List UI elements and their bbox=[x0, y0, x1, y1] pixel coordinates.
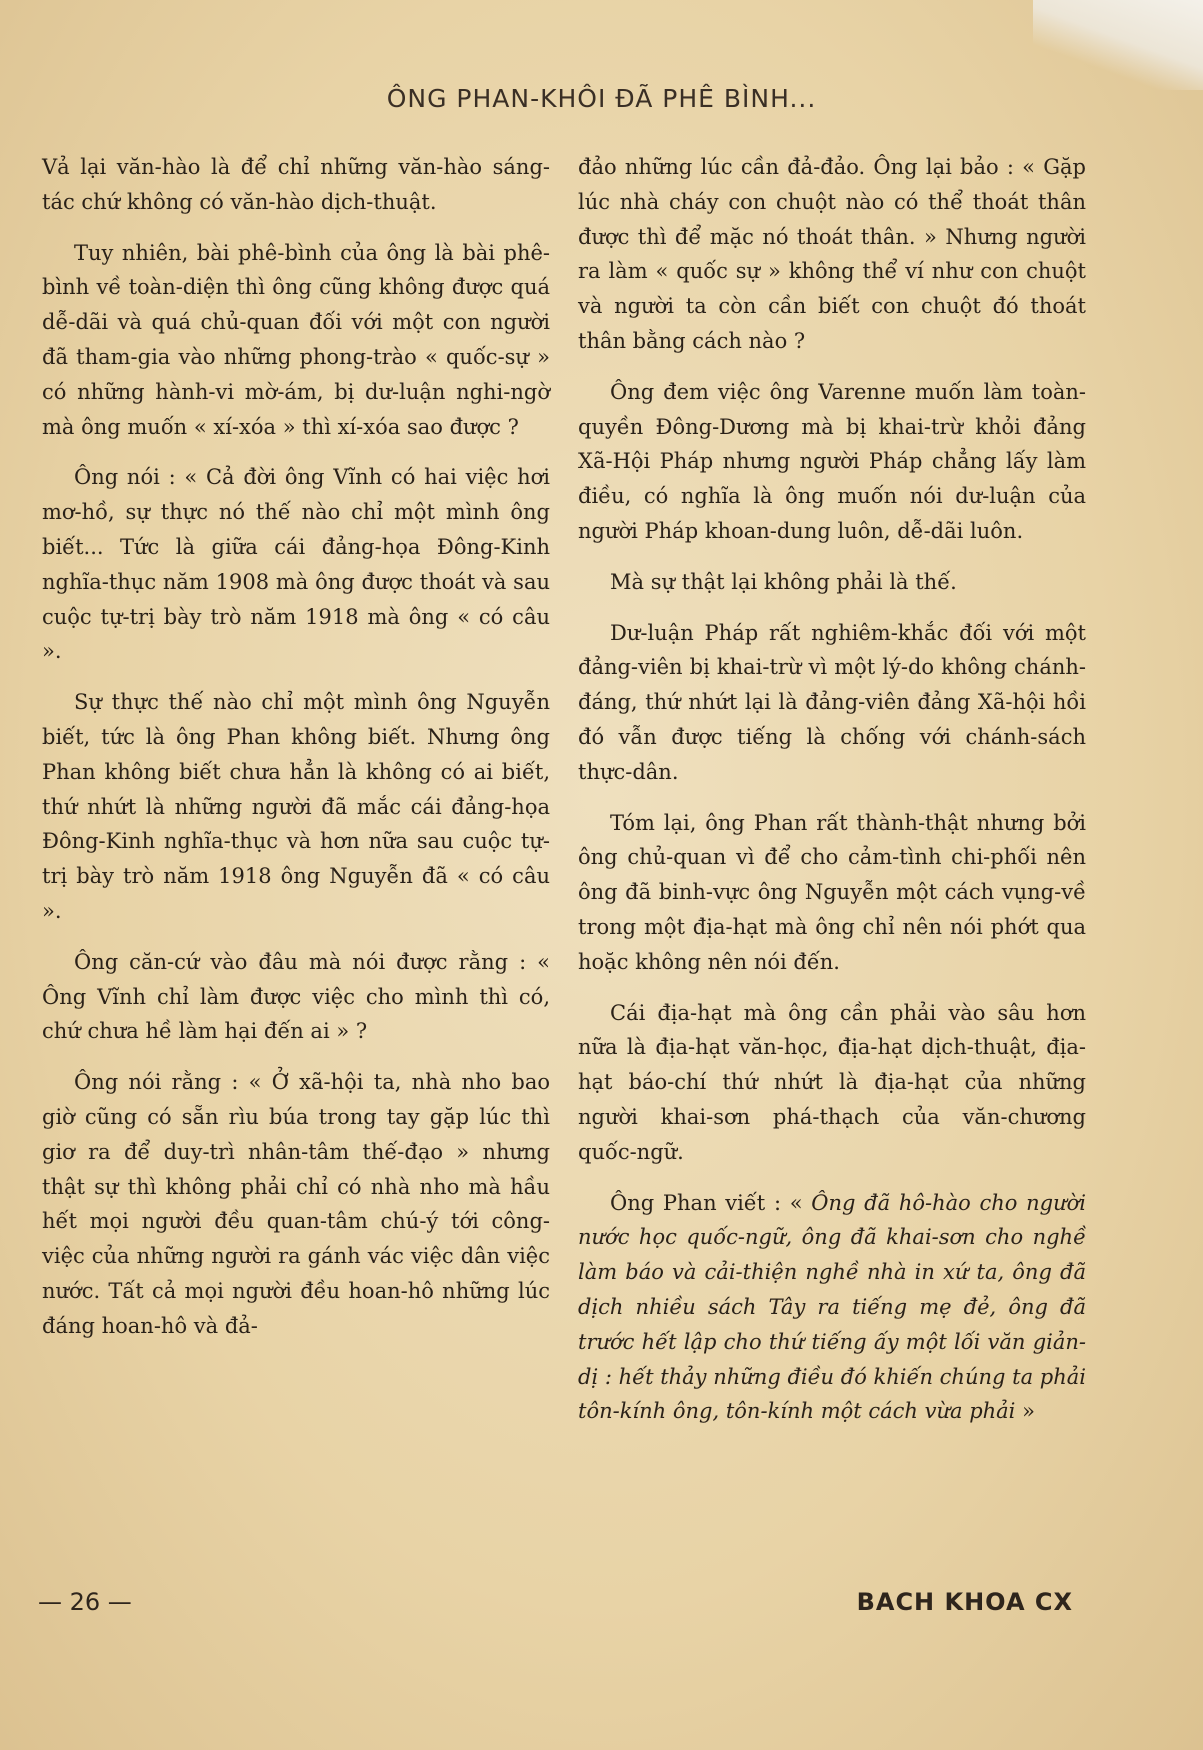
paragraph: Tóm lại, ông Phan rất thành-thật nhưng bởi ông chủ-quan vì để cho cảm-tình chi-phối nên ông đã binh-vực ông Nguyễn một cách vụng-về trong một địa-hạt mà ông chỉ nên nói phớt qua hoặc không nên nói đến. bbox=[578, 810, 1086, 974]
paragraph: Ông nói : « Cả đời ông Vĩnh có hai việc hơi mơ-hồ, sự thực nó thế nào chỉ một mình ông biết... Tức là giữa cái đảng-họa Đông-Kinh nghĩa-thục năm 1908 mà ông được thoát và sau cuộc tự-trị bày trò năm 1918 mà ông « có câu ». bbox=[42, 465, 550, 664]
paragraph: Ông đem việc ông Varenne muốn làm toàn-quyền Đông-Dương mà bị khai-trừ khỏi đảng Xã-Hội Pháp nhưng người Pháp chẳng lấy làm điều, có nghĩa là ông muốn nói dư-luận của người Pháp khoan-dung luôn, dễ-dãi luôn. bbox=[578, 379, 1086, 543]
paragraph: Cái địa-hạt mà ông cần phải vào sâu hơn nữa là địa-hạt văn-học, địa-hạt dịch-thuật, địa-hạt báo-chí thứ nhứt là địa-hạt của những người khai-sơn phá-thạch của văn-chương quốc-ngữ. bbox=[578, 1000, 1086, 1164]
paragraph: Tuy nhiên, bài phê-bình của ông là bài phê-bình về toàn-diện thì ông cũng không được quá dễ-dãi và quá chủ-quan đối với một con người đã tham-gia vào những phong-trào « quốc-sự » có những hành-vi mờ-ám, bị dư-luận nghi-ngờ mà ông muốn « xí-xóa » thì xí-xóa sao được ? bbox=[42, 240, 550, 439]
torn-corner bbox=[1033, 0, 1203, 90]
publication-name: BACH KHOA CX bbox=[856, 1588, 1073, 1616]
paragraph: đảo những lúc cần đả-đảo. Ông lại bảo : « Gặp lúc nhà cháy con chuột nào có thể thoát thân được thì để mặc nó thoát thân. » Nhưng người ra làm « quốc sự » không thể ví như con chuột và người ta còn cần biết con chuột đó thoát thân bằng cách nào ? bbox=[578, 155, 1086, 353]
paragraph: Mà sự thật lại không phải là thế. bbox=[610, 569, 957, 594]
paragraph: Dư-luận Pháp rất nghiêm-khắc đối với một đảng-viên bị khai-trừ vì một lý-do không chánh-đáng, thứ nhứt lại là đảng-viên đảng Xã-hội hồi đó vẫn được tiếng là chống với chánh-sách thực-dân. bbox=[578, 620, 1086, 784]
paragraph: Ông nói rằng : « Ở xã-hội ta, nhà nho bao giờ cũng có sẵn rìu búa trong tay gặp lúc thì giơ ra để duy-trì nhân-tâm thế-đạo » nhưng thật sự thì không phải chỉ có nhà nho mà hầu hết mọi người đều quan-tâm chú-ý tới công-việc của những người ra gánh vác việc dân việc nước. Tất cả mọi người đều hoan-hô những lúc đáng hoan-hô và đả- bbox=[42, 1070, 550, 1338]
quote-lead: Ông Phan viết : « bbox=[610, 1190, 812, 1215]
paragraph: Ông căn-cứ vào đâu mà nói được rằng : « Ông Vĩnh chỉ làm được việc cho mình thì có, chứ chưa hề làm hại đến ai » ? bbox=[42, 949, 550, 1044]
quote-close: » bbox=[1015, 1399, 1035, 1424]
italic-quote: Ông đã hô-hào cho người nước học quốc-ngữ, ông đã khai-sơn cho nghề làm báo và cải-thiện nghề nhà in xứ ta, ông đã dịch nhiều sách Tây ra tiếng mẹ đẻ, ông đã trước hết lập cho thứ tiếng ấy một lối văn giản-dị : hết thảy những điều đó khiến chúng ta phải tôn-kính ông, tôn-kính một cách vừa phải bbox=[578, 1190, 1086, 1424]
left-column bbox=[42, 150, 550, 1360]
right-column bbox=[578, 150, 1086, 1445]
paragraph: Vả lại văn-hào là để chỉ những văn-hào sáng-tác chứ không có văn-hào dịch-thuật. bbox=[42, 155, 550, 214]
page-number: — 26 — bbox=[38, 1588, 132, 1616]
quoted-paragraph bbox=[578, 1186, 1086, 1430]
paragraph: Sự thực thế nào chỉ một mình ông Nguyễn biết, tức là ông Phan không biết. Nhưng ông Phan không biết chưa hẳn là không có ai biết, thứ nhứt là những người đã mắc cái đảng-họa Đông-Kinh nghĩa-thục và hơn nữa sau cuộc tự-trị bày trò năm 1918 ông Nguyễn đã « có câu ». bbox=[42, 690, 550, 923]
running-title: ÔNG PHAN-KHÔI ĐÃ PHÊ BÌNH... bbox=[386, 84, 817, 113]
